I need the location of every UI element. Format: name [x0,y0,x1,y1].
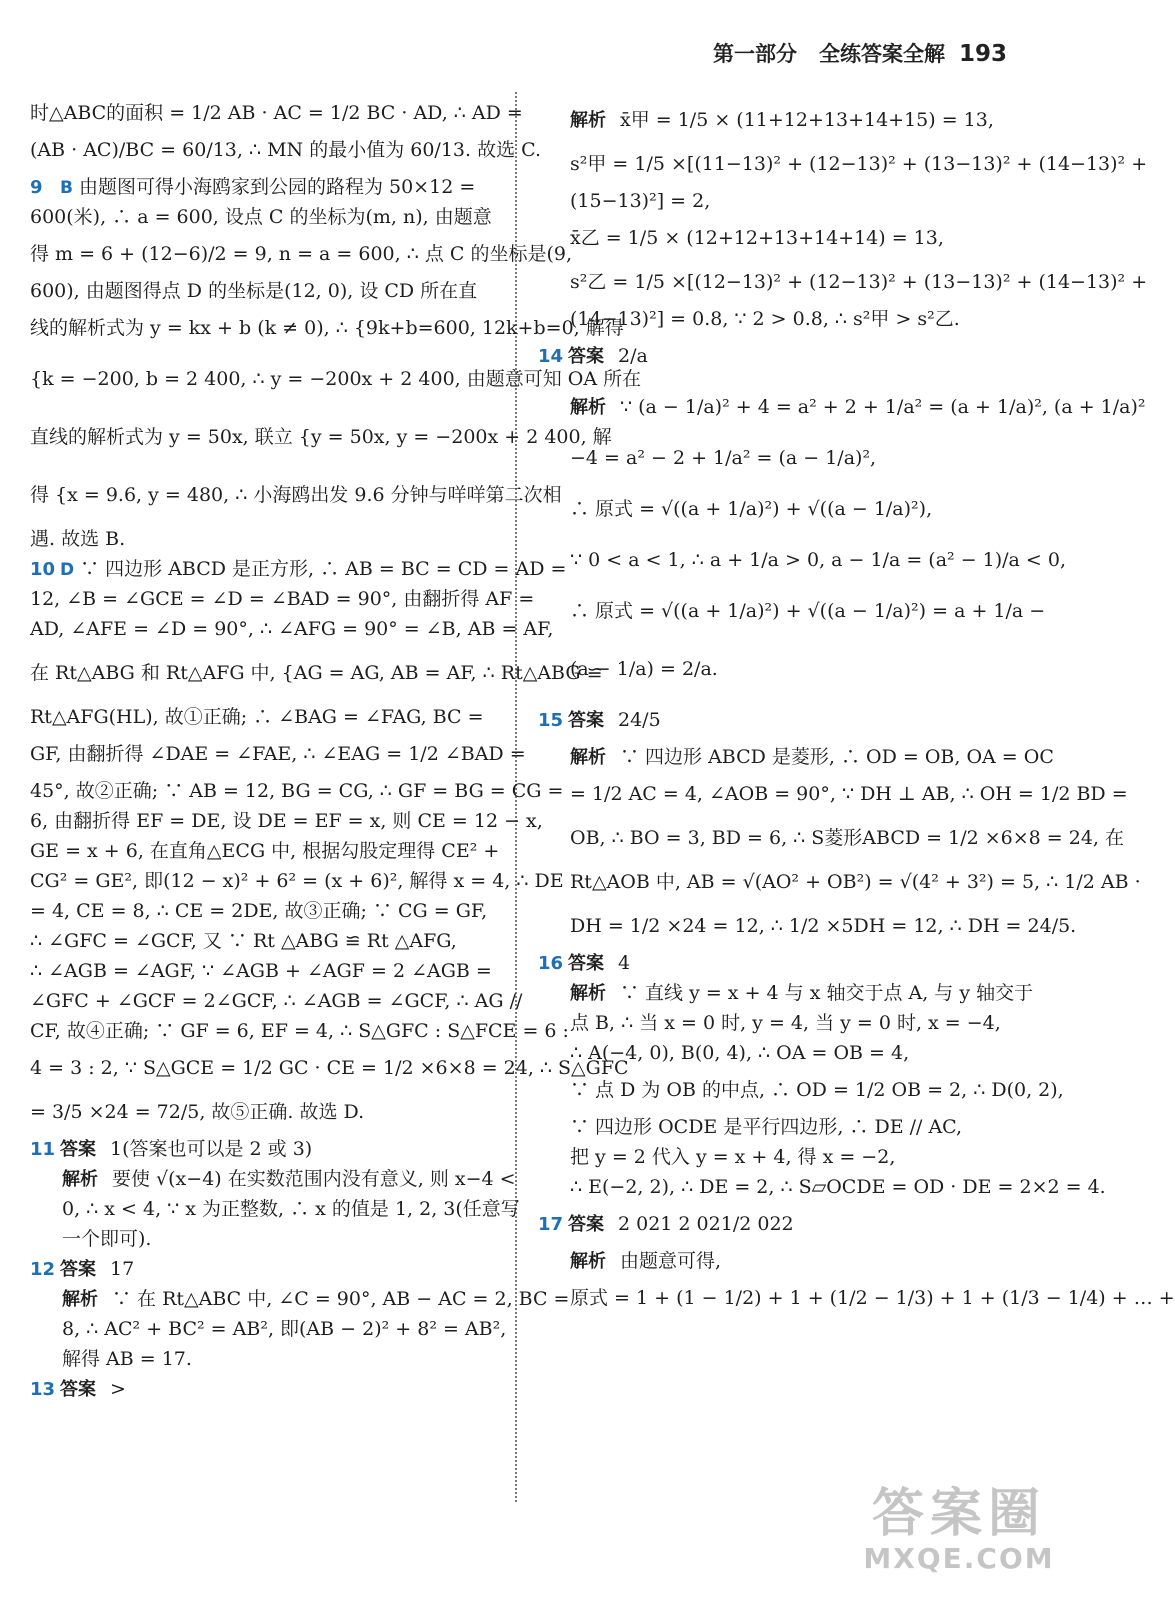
text-line [30,1224,508,1254]
text-line [538,816,1125,860]
section-label: 答案 [568,1214,604,1235]
text-line [30,776,564,806]
line-text: 6, 由翻折得 EF = DE, 设 DE = EF = x, 则 CE = 12 − x, [30,810,543,832]
line-text: AD, ∠AFE = ∠D = 90°, ∴ ∠AFG = 90° = ∠B, AB = AF, [30,618,554,640]
text-line [538,1068,1064,1112]
line-text: = 4, CE = 8, ∴ CE = 2DE, 故③正确; ∵ CG = GF, [30,900,488,922]
text-line [30,1090,508,1134]
line-text: ∵ 0 < a < 1, ∴ a + 1/a > 0, a − 1/a = (a² − 1)/a < 0, [570,549,1067,571]
text-line [538,860,1141,904]
line-text: s²甲 = 1/5 ×[(11−13)² + (12−13)² + (13−13)² + (14−13)² + [570,153,1148,175]
section-label: 答案 [568,346,604,367]
line-text: 0, ∴ x < 4, ∵ x 为正整数, ∴ x 的值是 1, 2, 3(任意写 [62,1198,520,1220]
line-text: (14−13)²] = 0.8, ∵ 2 > 0.8, ∴ s²甲 > s²乙. [570,308,960,330]
watermark-logo: 答案圈 MXQE.COM [863,1484,1055,1575]
text-line [30,128,542,172]
section-label: 解析 [570,1251,606,1272]
line-text: 遇. 故选 B. [30,528,126,550]
text-line [538,538,1067,582]
line-text: 点 B, ∴ 当 x = 0 时, y = 4, 当 y = 0 时, x = −4, [570,1012,1001,1034]
line-text: s²乙 = 1/5 ×[(12−13)² + (12−13)² + (13−13)² + (14−13)² + [570,271,1148,293]
line-text: 由题意可得, [620,1250,722,1272]
line-text: Rt△AFG(HL), 故①正确; ∴ ∠BAG = ∠FAG, BC = [30,706,484,728]
text-line [30,866,564,896]
text-line [30,276,508,306]
section-label: 答案 [568,710,604,731]
line-text: = 1/2 AC = 4, ∠AOB = 90°, ∵ DH ⊥ AB, ∴ OH = 1/2 BD = [570,783,1128,805]
text-line [538,948,1018,978]
text-line [538,1038,1018,1068]
line-text: > [110,1378,126,1400]
text-line [30,584,535,614]
text-line [30,644,603,702]
question-number: 9 [30,177,43,198]
text-line [30,306,624,350]
line-text: 17 [110,1258,135,1280]
text-line [30,232,573,276]
line-text: 直线的解析式为 y = 50x, 联立 {y = 50x, y = −200x + 2 400, 解 [30,426,612,448]
line-text: 解得 AB = 17. [62,1348,192,1370]
question-number: 17 [538,1214,564,1235]
section-label: 解析 [570,110,606,131]
line-text: 8, ∴ AC² + BC² = AB², 即(AB − 2)² + 8² = AB², [62,1318,507,1340]
text-line [538,480,1018,538]
section-label: 解析 [570,397,606,418]
text-line [538,186,1018,216]
line-text: 一个即可). [62,1228,152,1250]
text-line [538,1172,1106,1202]
section-label: 解析 [62,1169,98,1190]
line-text: ∵ 点 D 为 OB 的中点, ∴ OD = 1/2 OB = 2, ∴ D(0, 2), [570,1079,1064,1101]
text-line [538,1008,1018,1038]
text-line [538,436,1018,480]
line-text: 1(答案也可以是 2 或 3) [110,1138,313,1160]
line-text: ∵ 四边形 ABCD 是菱形, ∴ OD = OB, OA = OC [620,746,1054,768]
section-label: 第一部分 [712,42,797,66]
text-line [538,742,1054,772]
text-line [538,378,1146,436]
text-line [538,304,1018,334]
text-line [538,1276,1175,1320]
text-line [30,1254,508,1284]
text-line [30,98,523,128]
line-text: ∵ (a − 1/a)² + 4 = a² + 2 + 1/a² = (a + 1/a)², (a + 1/a)² [620,396,1146,418]
question-number: 12 [30,1259,56,1280]
line-text: GF, 由翻折得 ∠DAE = ∠FAE, ∴ ∠EAG = 1/2 ∠BAD = [30,743,526,765]
text-line [538,978,1034,1008]
line-text: 把 y = 2 代入 y = x + 4, 得 x = −2, [570,1146,896,1168]
text-line [30,896,508,926]
line-text: 4 = 3 : 2, ∵ S△GCE = 1/2 GC · CE = 1/2 ×6×8 = 24, ∴ S△GFC [30,1057,629,1079]
line-text: (a − 1/a) = 2/a. [570,658,718,680]
text-line [538,334,1018,378]
line-text: 时△ABC的面积 = 1/2 AB · AC = 1/2 BC · AD, ∴ AD = [30,102,523,124]
line-text: 要使 √(x−4) 在实数范围内没有意义, 则 x−4 < [112,1168,516,1190]
text-line [30,806,543,836]
text-line [30,614,554,644]
line-text: (15−13)²] = 2, [570,190,711,212]
line-text: ∴ A(−4, 0), B(0, 4), ∴ OA = OB = 4, [570,1042,910,1064]
text-line [30,1374,508,1404]
text-line [30,1344,508,1374]
line-text: ∵ 四边形 ABCD 是正方形, ∴ AB = BC = CD = AD = [80,558,567,580]
line-text: ∴ 原式 = √((a + 1/a)²) + √((a − 1/a)²), [570,498,933,520]
line-text: CG² = GE², 即(12 − x)² + 6² = (x + 6)², 解得 x = 4, ∴ DE [30,870,564,892]
page-header [713,38,1007,68]
text-line [30,202,508,232]
line-text: {k = −200, b = 2 400, ∴ y = −200x + 2 400, 由题意可知 OA 所在 [30,368,642,390]
line-text: ∴ E(−2, 2), ∴ DE = 2, ∴ S▱OCDE = OD · DE = 2×2 = 4. [570,1176,1106,1198]
line-text: ∴ ∠AGB = ∠AGF, ∵ ∠AGB + ∠AGF = 2 ∠AGB = [30,960,492,982]
text-line [538,216,1018,260]
text-line [30,554,567,584]
line-text: Rt△AOB 中, AB = √(AO² + OB²) = √(4² + 3²) = 5, ∴ 1/2 AB · [570,871,1141,893]
text-line [30,1194,520,1224]
text-line [538,772,1128,816]
line-text: 在 Rt△ABG 和 Rt△AFG 中, {AG = AG, AB = AF, ∴ Rt△ABG ≌ [30,662,603,684]
text-line [538,698,1018,742]
line-text: x̄甲 = 1/5 × (11+12+13+14+15) = 13, [620,109,994,131]
line-text: CF, 故④正确; ∵ GF = 6, EF = 4, ∴ S△GFC : S△FCE = 6 : [30,1020,569,1042]
text-line [538,904,1077,948]
section-label: 解析 [62,1289,98,1310]
section-label: 答案 [60,1379,96,1400]
text-line [538,260,1148,304]
page-number: 193 [958,41,1007,67]
line-text: ∵ 在 Rt△ABC 中, ∠C = 90°, AB − AC = 2, BC = [112,1288,570,1310]
question-number: 13 [30,1379,56,1400]
text-line [538,142,1148,186]
text-line [30,466,562,524]
line-text: 24/5 [618,709,661,731]
text-line [30,1046,629,1090]
page-title: 全练答案全解 [818,42,945,66]
section-label: 解析 [570,983,606,1004]
text-line [30,1314,508,1344]
line-text: 原式 = 1 + (1 − 1/2) + 1 + (1/2 − 1/3) + 1 + (1/3 − 1/4) + … + [570,1287,1175,1309]
question-number: 11 [30,1139,56,1160]
line-text: (AB · AC)/BC = 60/13, ∴ MN 的最小值为 60/13. 故选 C. [30,139,542,161]
text-line [538,582,1046,640]
line-text: ∠GFC + ∠GCF = 2∠GCF, ∴ ∠AGB = ∠GCF, ∴ AG // [30,990,523,1012]
text-line [30,1134,508,1164]
question-number: 15 [538,710,564,731]
line-text: 2 021 2 021/2 022 [618,1213,794,1235]
line-text: −4 = a² − 2 + 1/a² = (a − 1/a)², [570,447,877,469]
text-line [538,640,1018,698]
line-text: x̄乙 = 1/5 × (12+12+13+14+14) = 13, [570,227,944,249]
question-number: 16 [538,953,564,974]
line-text: 由题图可得小海鸥家到公园的路程为 50×12 = [78,176,476,198]
text-line [538,1202,1018,1246]
text-line [30,956,508,986]
question-number: 14 [538,346,564,367]
line-text: 得 {x = 9.6, y = 480, ∴ 小海鸥出发 9.6 分钟与咩咩第二次相 [30,484,562,506]
text-line [538,1112,1018,1142]
text-line [538,1142,1018,1172]
text-line [30,836,508,866]
line-text: 12, ∠B = ∠GCE = ∠D = ∠BAD = 90°, 由翻折得 AF = [30,588,535,610]
line-text: ∵ 四边形 OCDE 是平行四边形, ∴ DE // AC, [570,1116,963,1138]
answer-choice: D [60,560,75,580]
line-text: 600), 由题图得点 D 的坐标是(12, 0), 设 CD 所在直 [30,280,478,302]
line-text: 得 m = 6 + (12−6)/2 = 9, n = a = 600, ∴ 点 C 的坐标是(9, [30,243,573,265]
line-text: 2/a [618,345,648,367]
text-line [30,732,526,776]
text-line [30,1016,569,1046]
answer-choice: B [60,178,73,198]
line-text: ∴ ∠GFC = ∠GCF, 又 ∵ Rt △ABG ≌ Rt △AFG, [30,930,457,952]
line-text: 4 [618,952,631,974]
line-text: GE = x + 6, 在直角△ECG 中, 根据勾股定理得 CE² + [30,840,500,862]
text-line [30,986,523,1016]
line-text: 线的解析式为 y = kx + b (k ≠ 0), ∴ {9k+b=600, 12k+b=0, 解得 [30,317,624,339]
section-label: 答案 [60,1259,96,1280]
text-line [30,702,508,732]
line-text: = 3/5 ×24 = 72/5, 故⑤正确. 故选 D. [30,1101,365,1123]
text-line [30,172,508,202]
text-line [30,926,508,956]
line-text: DH = 1/2 ×24 = 12, ∴ 1/2 ×5DH = 12, ∴ DH = 24/5. [570,915,1077,937]
line-text: OB, ∴ BO = 3, BD = 6, ∴ S菱形ABCD = 1/2 ×6×8 = 24, 在 [570,827,1125,849]
text-line [30,1164,516,1194]
text-line [30,408,612,466]
right-column [538,98,1175,1320]
line-text: 600(米), ∴ a = 600, 设点 C 的坐标为(m, n), 由题意 [30,206,492,228]
line-text: ∴ 原式 = √((a + 1/a)²) + √((a − 1/a)²) = a + 1/a − [570,600,1046,622]
text-line [30,524,508,554]
line-text: 45°, 故②正确; ∵ AB = 12, BG = CG, ∴ GF = BG = CG = [30,780,564,802]
section-label: 解析 [570,747,606,768]
section-label: 答案 [568,953,604,974]
text-line [538,1246,1018,1276]
line-text: ∵ 直线 y = x + 4 与 x 轴交于点 A, 与 y 轴交于 [620,982,1034,1004]
text-line [30,1284,570,1314]
text-line [538,98,1018,142]
question-number: 10 [30,559,56,580]
section-label: 答案 [60,1139,96,1160]
